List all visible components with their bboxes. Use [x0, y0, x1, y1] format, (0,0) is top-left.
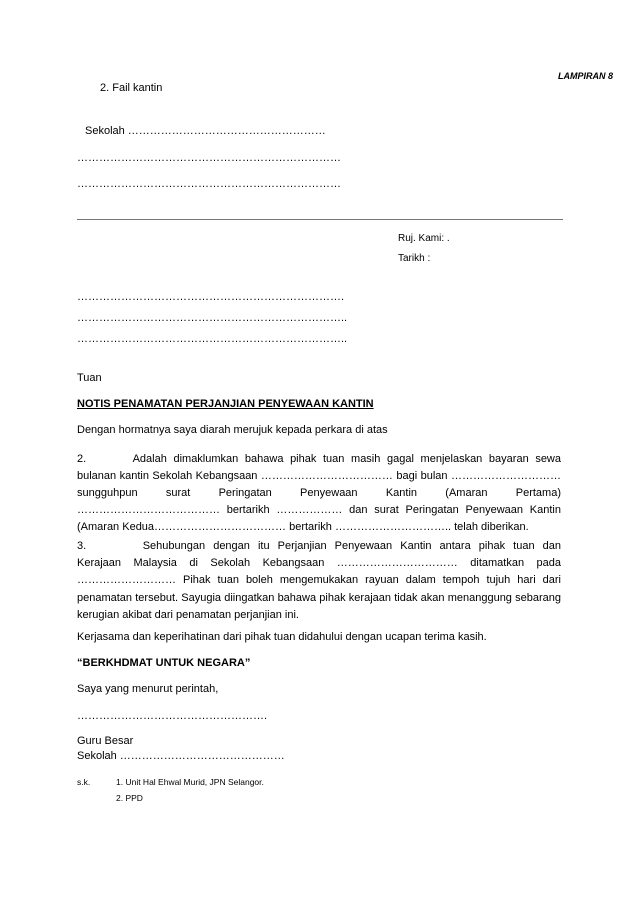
signatory-school: Sekolah ……………………………………… — [77, 750, 285, 762]
recipient-line-2: ……………………………………………………………….. — [77, 312, 348, 324]
reference-number: Ruj. Kami: . — [398, 233, 450, 244]
recipient-line-3: ……………………………………………………………….. — [77, 333, 348, 345]
para3-line-1: 3. Sehubungan dengan itu Perjanjian Penyewaan Kantin antara pihak tuan dan — [77, 540, 561, 552]
intro-paragraph: Dengan hormatnya saya diarah merujuk kepada perkara di atas — [77, 424, 388, 436]
letter-title: NOTIS PENAMATAN PERJANJIAN PENYEWAAN KANTIN — [77, 398, 374, 410]
closing: Saya yang menurut perintah, — [77, 683, 219, 695]
motto: “BERKHDMAT UNTUK NEGARA” — [77, 657, 251, 669]
signatory-position: Guru Besar — [77, 735, 134, 747]
para2-line-5: (Amaran Kedua……………………………… bertarikh ………………………….. telah diberikan. — [77, 521, 529, 533]
para2-line-3: sungguhpun surat Peringatan Penyewaan Kantin (Amaran Pertama) — [77, 487, 561, 499]
recipient-line-1: ………………………………………………………………. — [77, 291, 345, 303]
salutation: Tuan — [77, 372, 102, 384]
sender-address-line-1: ……………………………………………………………… — [77, 152, 341, 164]
lampiran-label: LAMPIRAN 8 — [557, 71, 613, 81]
sk-item-2: 2. PPD — [116, 793, 143, 803]
para2-line-4: ………………………………… bertarikh ……………… dan surat Peringatan Penyewaan Kantin — [77, 504, 561, 516]
file-label: 2. Fail kantin — [100, 82, 163, 94]
para2-line-1: 2. Adalah dimaklumkan bahawa pihak tuan masih gagal menjelaskan bayaran sewa — [77, 453, 561, 465]
header-divider — [77, 219, 563, 220]
sender-school: Sekolah ……………………………………………… — [85, 125, 326, 137]
reference-date: Tarikh : — [398, 253, 431, 264]
para3-line-2: Kerajaan Malaysia di Sekolah Kebangsaan …………………………… ditamatkan pada — [77, 557, 561, 569]
para3-body: ……………………… Pihak tuan boleh mengemukakan rayuan dalam tempoh tujuh hari dari penamatan tersebut. Sayugia diingatkan bahawa pihak kerajaan tidak akan menanggung sebarang kerugian akibat dari penamatan perjanjian ini. — [77, 574, 561, 621]
sk-label: s.k. — [77, 777, 91, 787]
thanks-paragraph: Kerjasama dan keperihatinan dari pihak tuan didahului dengan ucapan terima kasih. — [77, 631, 487, 643]
sender-address-line-2: ……………………………………………………………… — [77, 178, 341, 190]
para2-line-2: bulanan kantin Sekolah Kebangsaan ……………………………… bagi bulan ………………………… — [77, 470, 561, 482]
signature-line: ……………………………………………. — [77, 710, 268, 722]
sk-item-1: 1. Unit Hal Ehwal Murid, JPN Selangor. — [116, 777, 264, 787]
